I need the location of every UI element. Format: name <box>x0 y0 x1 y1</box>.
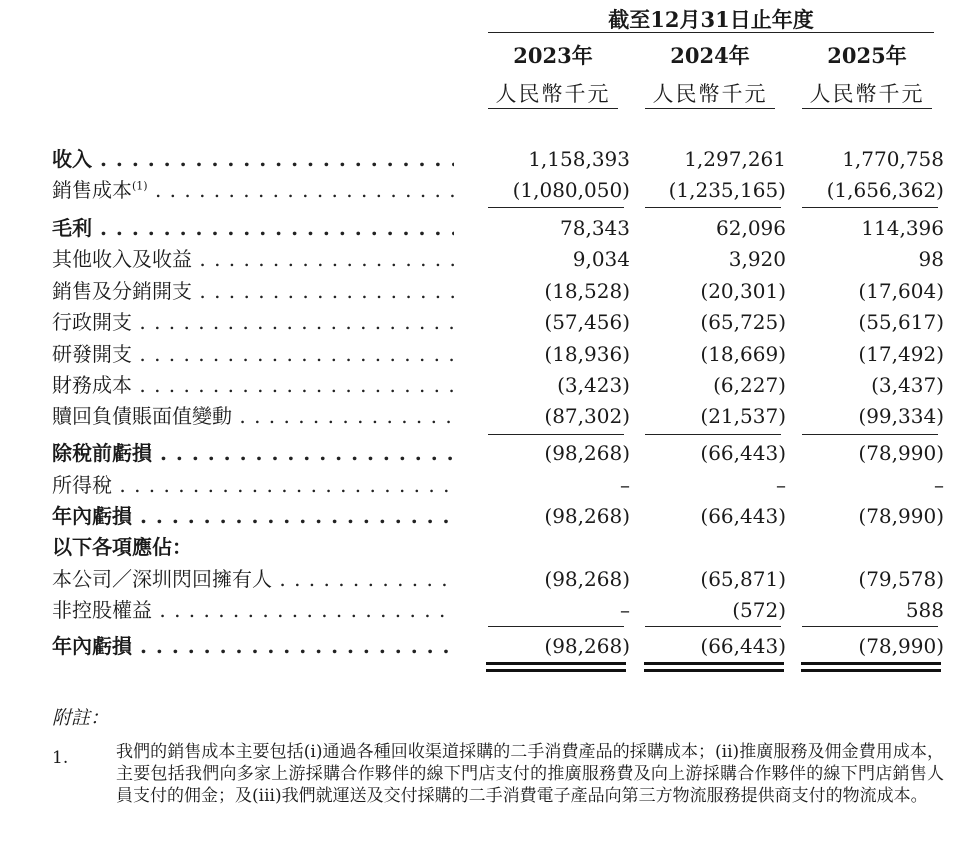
row-label-text: 銷售成本 <box>52 178 132 202</box>
row-label-text: 年內虧損 <box>52 504 132 528</box>
row-value-2023: (98,268) <box>544 504 630 528</box>
table-row <box>0 532 960 563</box>
table-row <box>0 438 960 469</box>
row-label <box>52 470 454 500</box>
table-row <box>0 213 960 244</box>
note-text: 我們的銷售成本主要包括(i)通過各種回收渠道採購的二手消費產品的採購成本；(ii)推廣服務及佣金費用成本，主要包括我們向多家上游採購合作夥伴的線下門店支付的推廣服務費及向上游採購合作夥伴的線下門店銷售人員支付的佣金；及(iii)我們就運送及交付採購的二手消費電子產品向第三方物流服務提供商支付的物流成本。 <box>116 742 944 806</box>
row-value-2025: 1,770,758 <box>842 147 944 171</box>
subtotal-rule-pretax-2024 <box>645 434 781 435</box>
row-label <box>52 213 454 243</box>
table-row <box>0 276 960 307</box>
year-header-2023: 2023年 <box>513 43 593 68</box>
row-value-2025: (79,578) <box>858 567 944 591</box>
row-label-text: 其他收入及收益 <box>52 247 192 271</box>
table-row <box>0 307 960 338</box>
row-value-2023: (57,456) <box>544 310 630 334</box>
row-value-2023: 1,158,393 <box>528 147 630 171</box>
row-value-2025: (3,437) <box>871 373 944 397</box>
table-row <box>0 501 960 532</box>
row-label <box>52 595 454 625</box>
header-rule-2023 <box>488 108 618 109</box>
subtotal-rule-final-2024 <box>645 626 781 627</box>
note-number: 1. <box>52 748 69 768</box>
row-value-2023: (18,936) <box>544 342 630 366</box>
row-label-text: 贖回負債賬面值變動 <box>52 404 232 428</box>
row-value-2024: (65,871) <box>700 567 786 591</box>
table-row <box>0 144 960 175</box>
row-value-2024: (572) <box>732 598 786 622</box>
row-value-2025: (99,334) <box>858 404 944 428</box>
subtotal-rule-gross-2023 <box>488 207 624 208</box>
row-value-2024: – <box>776 473 786 497</box>
row-value-2023: (87,302) <box>544 404 630 428</box>
unit-header-2025: 人民幣千元 <box>809 82 925 106</box>
year-header-2025: 2025年 <box>827 43 907 68</box>
row-label-text: 銷售及分銷開支 <box>52 279 192 303</box>
row-value-2025: (17,492) <box>858 342 944 366</box>
footnote-marker: (1) <box>132 179 148 193</box>
row-label <box>52 631 454 661</box>
table-row <box>0 244 960 275</box>
row-value-2024: (65,725) <box>700 310 786 334</box>
subtotal-rule-pretax-2025 <box>802 434 938 435</box>
row-label <box>52 175 454 205</box>
subtotal-rule-final-2023 <box>488 626 624 627</box>
double-rule-2025-a <box>801 662 941 665</box>
row-value-2025: (1,656,362) <box>826 178 944 202</box>
period-header: 截至12月31日止年度 <box>608 7 814 32</box>
row-value-2024: (66,443) <box>700 441 786 465</box>
row-label <box>52 501 454 531</box>
row-label <box>52 532 454 562</box>
row-value-2023: (3,423) <box>557 373 630 397</box>
table-row <box>0 401 960 432</box>
row-label-text: 年內虧損 <box>52 634 132 658</box>
row-value-2025: (78,990) <box>858 441 944 465</box>
subtotal-rule-pretax-2023 <box>488 434 624 435</box>
double-rule-2024-b <box>644 669 784 672</box>
row-label <box>52 564 454 594</box>
row-value-2024: (66,443) <box>700 634 786 658</box>
row-label-text: 毛利 <box>52 216 92 240</box>
subtotal-rule-final-2025 <box>802 626 938 627</box>
row-label <box>52 339 454 369</box>
row-value-2024: (20,301) <box>700 279 786 303</box>
row-value-2023: (98,268) <box>544 567 630 591</box>
row-label-text: 行政開支 <box>52 310 132 334</box>
subtotal-rule-gross-2025 <box>802 207 938 208</box>
row-label-text: 收入 <box>52 147 92 171</box>
table-row <box>0 175 960 206</box>
double-rule-2024-a <box>644 662 784 665</box>
double-rule-2023-b <box>486 669 626 672</box>
row-value-2025: (55,617) <box>858 310 944 334</box>
row-value-2023: 78,343 <box>560 216 630 240</box>
row-value-2025: – <box>934 473 944 497</box>
year-header-2024: 2024年 <box>670 43 750 68</box>
row-label <box>52 401 454 431</box>
row-value-2023: (98,268) <box>544 634 630 658</box>
row-value-2025: (17,604) <box>858 279 944 303</box>
row-label-text: 以下各項應佔： <box>52 535 192 559</box>
row-label-text: 非控股權益 <box>52 598 152 622</box>
notes-title: 附註： <box>52 707 110 729</box>
subtotal-rule-gross-2024 <box>645 207 781 208</box>
row-value-2023: 9,034 <box>572 247 630 271</box>
row-value-2025: 588 <box>905 598 944 622</box>
row-value-2023: (98,268) <box>544 441 630 465</box>
row-label-text: 財務成本 <box>52 373 132 397</box>
table-row <box>0 595 960 626</box>
table-row <box>0 564 960 595</box>
row-value-2023: (1,080,050) <box>512 178 630 202</box>
row-value-2024: (1,235,165) <box>668 178 786 202</box>
row-value-2023: (18,528) <box>544 279 630 303</box>
row-value-2025: (78,990) <box>858 634 944 658</box>
row-label <box>52 370 454 400</box>
header-rule-2024 <box>645 108 775 109</box>
row-value-2024: 62,096 <box>716 216 786 240</box>
row-value-2024: (21,537) <box>700 404 786 428</box>
table-row <box>0 470 960 501</box>
row-label <box>52 144 454 174</box>
row-value-2023: – <box>620 473 630 497</box>
row-value-2024: (6,227) <box>713 373 786 397</box>
double-rule-2025-b <box>801 669 941 672</box>
row-value-2025: (78,990) <box>858 504 944 528</box>
unit-header-2023: 人民幣千元 <box>495 82 611 106</box>
row-value-2024: 3,920 <box>728 247 786 271</box>
row-value-2023: – <box>620 598 630 622</box>
row-value-2025: 114,396 <box>861 216 944 240</box>
table-row <box>0 370 960 401</box>
row-label <box>52 438 454 468</box>
double-rule-2023-a <box>486 662 626 665</box>
table-row <box>0 339 960 370</box>
row-label <box>52 276 454 306</box>
row-label-text: 研發開支 <box>52 342 132 366</box>
header-rule-2025 <box>802 108 932 109</box>
unit-header-2024: 人民幣千元 <box>652 82 768 106</box>
row-label <box>52 307 454 337</box>
row-value-2024: 1,297,261 <box>684 147 786 171</box>
period-rule <box>488 32 934 33</box>
row-label-text: 除稅前虧損 <box>52 441 152 465</box>
row-value-2025: 98 <box>918 247 944 271</box>
row-value-2024: (66,443) <box>700 504 786 528</box>
row-label-text: 本公司／深圳閃回擁有人 <box>52 567 272 591</box>
row-label-text: 所得稅 <box>52 473 112 497</box>
table-row <box>0 631 960 662</box>
row-label <box>52 244 454 274</box>
row-value-2024: (18,669) <box>700 342 786 366</box>
